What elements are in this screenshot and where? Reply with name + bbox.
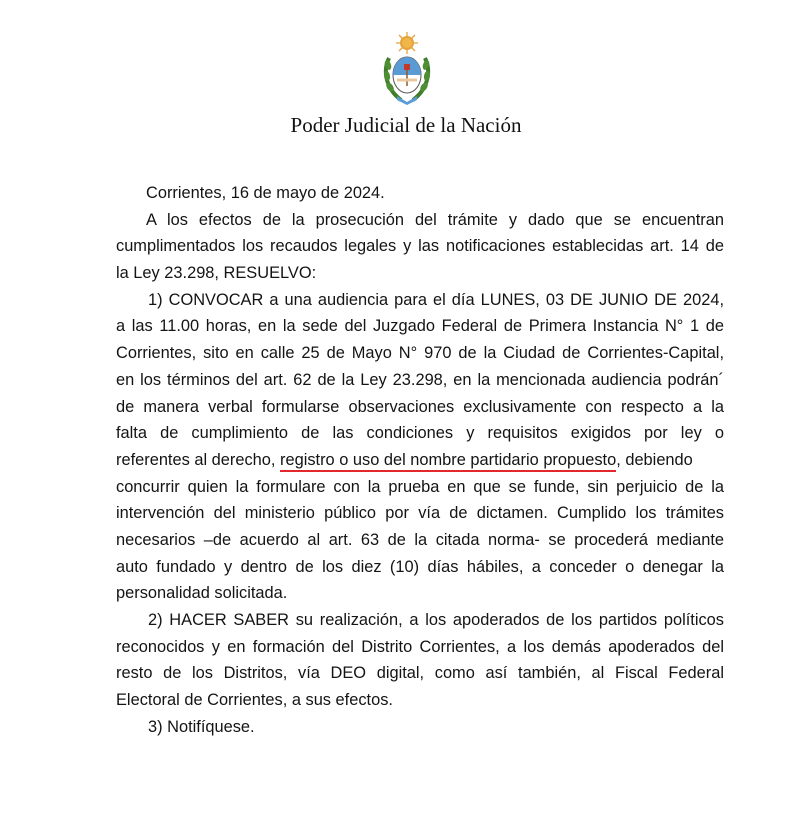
text-line: intervención del ministerio público por vía de dictamen. Cumplido los trámites <box>116 504 724 523</box>
document-body <box>116 180 724 740</box>
text-line: Corrientes, sito en calle 25 de Mayo N° 970 de la Ciudad de Corrientes-Capital, <box>116 344 724 363</box>
text-line: cumplimentados los recaudos legales y las notificaciones establecidas art. 14 de <box>116 237 724 256</box>
text-line: falta de cumplimiento de las condiciones y requisitos exigidos por ley o <box>116 424 724 443</box>
text-line: auto fundado y dentro de los diez (10) días hábiles, a conceder o denegar la <box>116 557 724 576</box>
text-line: personalidad solicitada. <box>116 584 288 603</box>
text-line: concurrir quien la formulare con la prueba en que se funde, sin perjuicio de la <box>116 477 724 496</box>
text-line: 3) Notifíquese. <box>148 717 255 736</box>
argentina-coat-of-arms-icon <box>379 30 435 106</box>
text-line: a las 11.00 horas, en la sede del Juzgado Federal de Primera Instancia N° 1 de <box>116 317 724 336</box>
text-line: reconocidos y en formación del Distrito Corrientes, a los demás apoderados del <box>116 637 724 656</box>
text-line-highlighted <box>116 447 724 474</box>
text-line: en los términos del art. 62 de la Ley 23.298, en la mencionada audiencia podrán´ <box>116 370 724 389</box>
text-line: 1) CONVOCAR a una audiencia para el día LUNES, 03 DE JUNIO DE 2024, <box>148 290 724 309</box>
text-segment: referentes al derecho, <box>116 450 281 469</box>
text-line: Corrientes, 16 de mayo de 2024. <box>146 184 385 202</box>
text-line: 2) HACER SABER su realización, a los apoderados de los partidos políticos <box>148 611 724 629</box>
text-line: A los efectos de la prosecución del trámite y dado que se encuentran <box>146 210 724 229</box>
text-line: resto de los Distritos, vía DEO digital, como así también, al Fiscal Federal <box>116 664 724 683</box>
text-line: Electoral de Corrientes, a sus efectos. <box>116 691 393 710</box>
text-line: de manera verbal formularse observaciones exclusivamente con respecto a la <box>116 397 724 416</box>
text-line: necesarios –de acuerdo al art. 63 de la citada norma- se procederá mediante <box>116 530 724 549</box>
institution-title: Poder Judicial de la Nación <box>290 113 522 137</box>
text-line: la Ley 23.298, RESUELVO: <box>116 264 317 283</box>
text-segment: , debiendo <box>616 450 693 469</box>
underlined-phrase: registro o uso del nombre partidario propuesto <box>280 451 616 472</box>
